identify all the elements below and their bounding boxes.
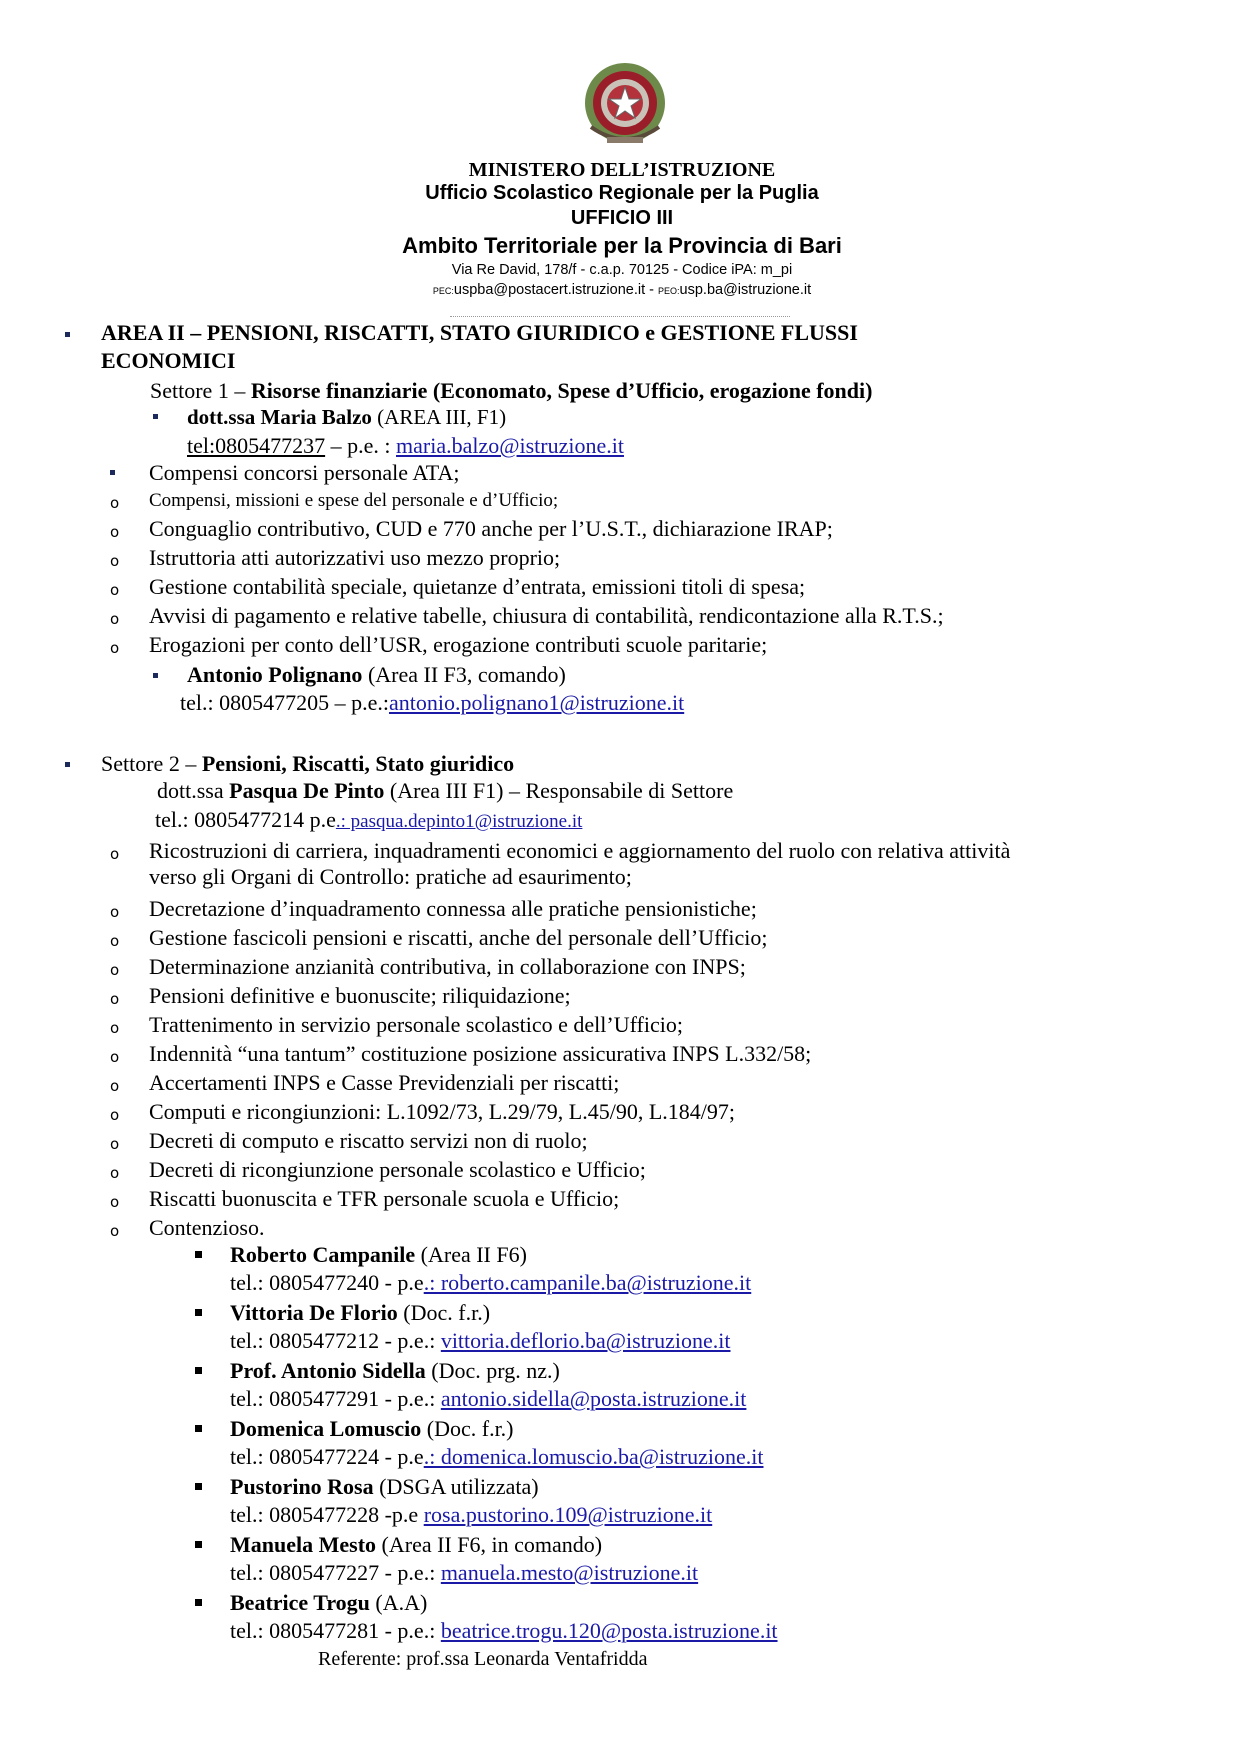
square-bullet (65, 332, 70, 337)
pec-address: uspba@postacert.istruzione.it (453, 282, 646, 298)
header-divider (450, 316, 790, 317)
responsible-role: (AREA III, F1) (371, 405, 507, 429)
square-bullet (195, 1309, 202, 1316)
email-link[interactable]: beatrice.trogu.120@posta.istruzione.it (440, 1618, 778, 1643)
square-bullet (195, 1483, 202, 1490)
staff-name: Roberto Campanile (230, 1242, 416, 1267)
settore2-item: Gestione fascicoli pensioni e riscatti, anche del personale dell’Ufficio; (149, 925, 768, 950)
staff-role: (Doc. f.r.) (397, 1300, 491, 1325)
settore2-prefix: Settore 2 – (101, 751, 202, 776)
circle-bullet: o (110, 903, 120, 921)
settore2-title: Pensioni, Riscatti, Stato giuridico (201, 751, 515, 776)
circle-bullet: o (110, 1106, 120, 1124)
ambito-name: Ambito Territoriale per la Provincia di Bari (402, 233, 842, 258)
settore1-contact (187, 433, 624, 459)
settore2-responsible (157, 778, 733, 804)
settore2-item: Decretazione d’inquadramento connessa alle pratiche pensionistiche; (149, 896, 757, 921)
staff-name: Prof. Antonio Sidella (230, 1358, 426, 1383)
square-bullet (195, 1251, 202, 1258)
settore2-item: Pensioni definitive e buonuscite; riliquidazione; (149, 983, 571, 1008)
email-link[interactable]: antonio.polignano1@istruzione.it (388, 690, 685, 715)
staff-name: Domenica Lomuscio (230, 1416, 422, 1441)
staff-member (230, 1416, 514, 1442)
settore2-item: Computi e ricongiunzioni: L.1092/73, L.29/79, L.45/90, L.184/97; (149, 1099, 736, 1124)
circle-bullet: o (110, 1135, 120, 1153)
resp-role: (Area III F1) – Responsabile di Settore (384, 778, 734, 803)
staff-member (230, 1300, 490, 1326)
staff-name: Manuela Mesto (230, 1532, 377, 1557)
circle-bullet: o (110, 639, 120, 657)
square-bullet (195, 1367, 202, 1374)
circle-bullet: o (110, 932, 120, 950)
square-bullet (153, 414, 158, 419)
circle-bullet: o (110, 1048, 120, 1066)
settore2-responsible-contact (155, 807, 582, 833)
settore2-item: Determinazione anzianità contributiva, in collaborazione con INPS; (149, 954, 746, 979)
staff-contact (230, 1502, 712, 1528)
pe-label: – p.e. : (325, 433, 396, 458)
staff-contact (230, 1386, 746, 1412)
staff-tel: tel.: 0805477205 – p.e.: (180, 690, 389, 715)
staff-tel: tel.: 0805477281 - p.e.: (230, 1618, 441, 1643)
ufficio-name: UFFICIO III (570, 207, 674, 229)
settore2-item: Trattenimento in servizio personale scolastico e dell’Ufficio; (149, 1012, 683, 1037)
staff-name: Beatrice Trogu (230, 1590, 370, 1615)
staff-name: Vittoria De Florio (230, 1300, 398, 1325)
pec-label: PEC: (432, 286, 454, 296)
staff-member (230, 1590, 427, 1616)
staff-name: Pustorino Rosa (230, 1474, 374, 1499)
contacts (0, 282, 1244, 298)
staff-tel: tel.: 0805477240 - p.e (230, 1270, 424, 1295)
settore2-heading (101, 751, 514, 777)
staff-tel: tel.: 0805477212 - p.e.: (230, 1328, 441, 1353)
staff-tel: tel.: 0805477227 - p.e.: (230, 1560, 441, 1585)
circle-bullet: o (110, 494, 120, 512)
office-name: Ufficio Scolastico Regionale per la Puglia (425, 182, 819, 204)
republic-emblem (577, 57, 673, 153)
square-bullet (195, 1541, 202, 1548)
area-title-line1: AREA II – PENSIONI, RISCATTI, STATO GIURIDICO e GESTIONE FLUSSI (101, 320, 858, 345)
staff-role: (Area II F6) (415, 1242, 527, 1267)
settore2-item: Riscatti buonuscita e TFR personale scuola e Ufficio; (149, 1186, 620, 1211)
settore1-item: Avvisi di pagamento e relative tabelle, chiusura di contabilità, rendicontazione alla R.T.S.; (149, 603, 944, 628)
square-bullet (195, 1599, 202, 1606)
circle-bullet: o (110, 1222, 120, 1240)
settore2-item: Accertamenti INPS e Casse Previdenziali per riscatti; (149, 1070, 620, 1095)
settore2-item: Indennità “una tantum” costituzione posizione assicurativa INPS L.332/58; (149, 1041, 812, 1066)
email-link[interactable]: antonio.sidella@posta.istruzione.it (440, 1386, 747, 1411)
settore1-heading (150, 378, 872, 404)
square-bullet (153, 673, 158, 678)
settore2-item: Ricostruzioni di carriera, inquadramenti economici e aggiornamento del ruolo con relativa attività (149, 838, 1011, 863)
staff-name: Antonio Polignano (187, 662, 363, 687)
settore2-item: Contenzioso. (149, 1215, 265, 1240)
square-bullet (65, 762, 70, 767)
circle-bullet: o (110, 1164, 120, 1182)
circle-bullet: o (110, 523, 120, 541)
circle-bullet: o (110, 845, 120, 863)
staff-contact (230, 1560, 698, 1586)
settore2-item-cont: verso gli Organi di Controllo: pratiche ad esaurimento; (149, 864, 632, 889)
email-link[interactable]: vittoria.deflorio.ba@istruzione.it (440, 1328, 731, 1353)
settore1-item: Istruttoria atti autorizzativi uso mezzo proprio; (149, 545, 561, 570)
referente: Referente: prof.ssa Leonarda Ventafridda (318, 1648, 648, 1670)
settore2-item: Decreti di ricongiunzione personale scolastico e Ufficio; (149, 1157, 646, 1182)
settore1-item: Conguaglio contributivo, CUD e 770 anche per l’U.S.T., dichiarazione IRAP; (149, 516, 833, 541)
peo-label: PEO: (658, 286, 680, 296)
settore1-item: Compensi, missioni e spese del personale e d’Ufficio; (149, 490, 559, 511)
area-title-line2: ECONOMICI (101, 348, 236, 373)
settore1-staff-contact (180, 690, 684, 716)
staff-contact (230, 1618, 778, 1644)
settore1-item: Gestione contabilità speciale, quietanze d’entrata, emissioni titoli di spesa; (149, 574, 806, 599)
email-link[interactable]: manuela.mesto@istruzione.it (440, 1560, 699, 1585)
email-link[interactable]: rosa.pustorino.109@istruzione.it (423, 1502, 713, 1527)
phone-link[interactable]: tel:0805477237 (187, 433, 326, 458)
resp-tel: tel.: 0805477214 p.e (155, 807, 336, 832)
settore2-item: Decreti di computo e riscatto servizi non di ruolo; (149, 1128, 588, 1153)
staff-role: (Doc. f.r.) (421, 1416, 514, 1441)
staff-member (230, 1242, 527, 1268)
staff-contact (230, 1270, 751, 1296)
staff-member (230, 1358, 560, 1384)
staff-tel: tel.: 0805477224 - p.e (230, 1444, 424, 1469)
staff-contact (230, 1444, 764, 1470)
staff-tel: tel.: 0805477291 - p.e.: (230, 1386, 441, 1411)
circle-bullet: o (110, 581, 120, 599)
circle-bullet: o (110, 990, 120, 1008)
responsible-name: dott.ssa Maria Balzo (187, 405, 372, 429)
circle-bullet: o (110, 961, 120, 979)
circle-bullet: o (110, 552, 120, 570)
resp-name: Pasqua De Pinto (229, 778, 385, 803)
settore1-item-ata: Compensi concorsi personale ATA; (149, 460, 460, 485)
staff-tel: tel.: 0805477228 -p.e (230, 1502, 424, 1527)
staff-member (230, 1532, 602, 1558)
ministry-name: MINISTERO DELL’ISTRUZIONE (468, 159, 776, 181)
circle-bullet: o (110, 1077, 120, 1095)
email-link[interactable]: .: pasqua.depinto1@istruzione.it (335, 811, 583, 832)
separator: - (645, 282, 659, 298)
staff-contact (230, 1328, 731, 1354)
square-bullet (195, 1425, 202, 1432)
staff-member (230, 1474, 539, 1500)
resp-prefix: dott.ssa (157, 778, 230, 803)
peo-address: usp.ba@istruzione.it (679, 282, 812, 298)
square-bullet (110, 470, 115, 475)
settore1-prefix: Settore 1 – (150, 378, 251, 403)
staff-role: (A.A) (369, 1590, 428, 1615)
email-link[interactable]: .: domenica.lomuscio.ba@istruzione.it (423, 1444, 764, 1469)
staff-role: (Doc. prg. nz.) (425, 1358, 560, 1383)
address: Via Re David, 178/f - c.a.p. 70125 - Codice iPA: m_pi (451, 262, 793, 278)
settore1-staff (187, 662, 566, 688)
settore1-title: Risorse finanziarie (Economato, Spese d’Ufficio, erogazione fondi) (250, 378, 873, 403)
email-link[interactable]: .: roberto.campanile.ba@istruzione.it (423, 1270, 752, 1295)
staff-role: (DSGA utilizzata) (373, 1474, 539, 1499)
staff-role: (Area II F6, in comando) (376, 1532, 603, 1557)
staff-role: (Area II F3, comando) (362, 662, 566, 687)
circle-bullet: o (110, 610, 120, 628)
email-link[interactable]: maria.balzo@istruzione.it (396, 433, 624, 458)
settore1-responsible (187, 405, 506, 430)
settore1-item: Erogazioni per conto dell’USR, erogazione contributi scuole paritarie; (149, 632, 768, 657)
circle-bullet: o (110, 1193, 120, 1211)
circle-bullet: o (110, 1019, 120, 1037)
